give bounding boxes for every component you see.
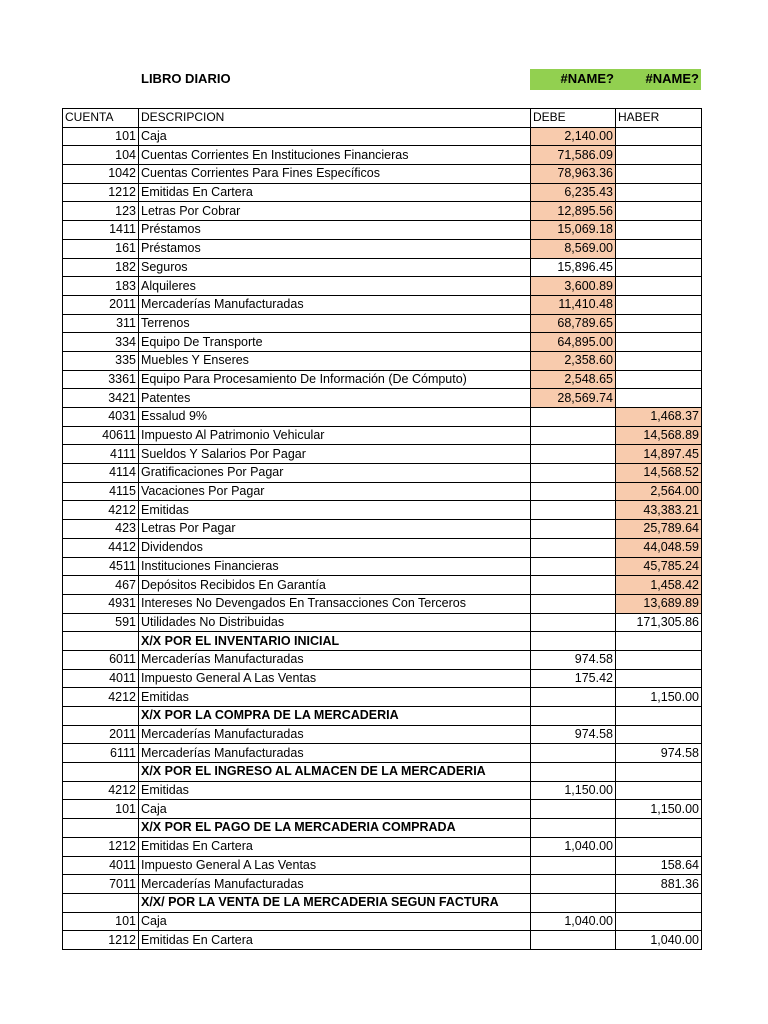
cell-haber[interactable] bbox=[616, 202, 702, 221]
cell-descripcion[interactable]: X/X POR EL PAGO DE LA MERCADERIA COMPRADA bbox=[139, 819, 531, 838]
cell-debe[interactable]: 68,789.65 bbox=[531, 314, 616, 333]
cell-cuenta[interactable]: 6011 bbox=[63, 650, 139, 669]
name-error-cell[interactable]: #NAME? bbox=[645, 71, 699, 86]
cell-cuenta[interactable]: 183 bbox=[63, 277, 139, 296]
cell-haber[interactable]: 974.58 bbox=[616, 744, 702, 763]
cell-descripcion[interactable]: Sueldos Y Salarios Por Pagar bbox=[139, 445, 531, 464]
cell-descripcion[interactable]: Emitidas bbox=[139, 688, 531, 707]
cell-descripcion[interactable]: Letras Por Cobrar bbox=[139, 202, 531, 221]
table-row bbox=[63, 931, 702, 950]
cell-cuenta[interactable]: 467 bbox=[63, 576, 139, 595]
cell-haber[interactable]: 14,897.45 bbox=[616, 445, 702, 464]
table-row bbox=[63, 912, 702, 931]
table-row bbox=[63, 744, 702, 763]
cell-debe[interactable]: 71,586.09 bbox=[531, 146, 616, 165]
cell-haber[interactable] bbox=[616, 370, 702, 389]
cell-descripcion[interactable]: Letras Por Pagar bbox=[139, 520, 531, 539]
cell-descripcion[interactable]: Mercaderías Manufacturadas bbox=[139, 295, 531, 314]
cell-cuenta[interactable]: 2011 bbox=[63, 295, 139, 314]
cell-cuenta[interactable]: 335 bbox=[63, 351, 139, 370]
cell-descripcion[interactable]: Alquileres bbox=[139, 277, 531, 296]
section-row bbox=[63, 707, 702, 726]
cell-haber[interactable] bbox=[616, 707, 702, 726]
cell-descripcion[interactable]: Mercaderías Manufacturadas bbox=[139, 875, 531, 894]
cell-descripcion[interactable]: Caja bbox=[139, 912, 531, 931]
cell-descripcion[interactable]: Cuentas Corrientes Para Fines Específicos bbox=[139, 165, 531, 184]
cell-descripcion[interactable]: Equipo De Transporte bbox=[139, 333, 531, 352]
cell-cuenta[interactable]: 6111 bbox=[63, 744, 139, 763]
cell-cuenta[interactable]: 101 bbox=[63, 800, 139, 819]
table-row bbox=[63, 594, 702, 613]
table-row bbox=[63, 183, 702, 202]
cell-haber[interactable] bbox=[616, 183, 702, 202]
cell-debe[interactable] bbox=[531, 632, 616, 651]
cell-haber[interactable]: 881.36 bbox=[616, 875, 702, 894]
cell-debe[interactable] bbox=[531, 893, 616, 912]
cell-cuenta[interactable]: 4031 bbox=[63, 408, 139, 427]
cell-cuenta[interactable]: 101 bbox=[63, 127, 139, 146]
cell-debe[interactable]: 78,963.36 bbox=[531, 165, 616, 184]
cell-debe[interactable]: 974.58 bbox=[531, 650, 616, 669]
cell-descripcion[interactable]: Instituciones Financieras bbox=[139, 557, 531, 576]
cell-haber[interactable] bbox=[616, 669, 702, 688]
header-haber[interactable]: HABER bbox=[616, 109, 702, 128]
table-row bbox=[63, 856, 702, 875]
table-row bbox=[63, 501, 702, 520]
cell-debe[interactable] bbox=[531, 800, 616, 819]
cell-haber[interactable] bbox=[616, 763, 702, 782]
cell-cuenta[interactable]: 101 bbox=[63, 912, 139, 931]
cell-debe[interactable]: 2,548.65 bbox=[531, 370, 616, 389]
cell-cuenta[interactable]: 1212 bbox=[63, 931, 139, 950]
cell-debe[interactable] bbox=[531, 464, 616, 483]
cell-haber[interactable]: 1,150.00 bbox=[616, 688, 702, 707]
cell-haber[interactable] bbox=[616, 351, 702, 370]
cell-haber[interactable]: 14,568.52 bbox=[616, 464, 702, 483]
cell-descripcion[interactable]: Patentes bbox=[139, 389, 531, 408]
cell-debe[interactable] bbox=[531, 426, 616, 445]
cell-descripcion[interactable]: X/X/ POR LA VENTA DE LA MERCADERIA SEGUN FACTURA bbox=[139, 893, 531, 912]
section-row bbox=[63, 819, 702, 838]
cell-descripcion[interactable]: Equipo Para Procesamiento De Información (De Cómputo) bbox=[139, 370, 531, 389]
cell-debe[interactable] bbox=[531, 819, 616, 838]
cell-haber[interactable] bbox=[616, 632, 702, 651]
table-row bbox=[63, 295, 702, 314]
cell-haber[interactable] bbox=[616, 389, 702, 408]
cell-descripcion[interactable]: Emitidas En Cartera bbox=[139, 183, 531, 202]
cell-descripcion[interactable]: Emitidas En Cartera bbox=[139, 837, 531, 856]
cell-cuenta[interactable]: 1212 bbox=[63, 837, 139, 856]
cell-descripcion[interactable]: Mercaderías Manufacturadas bbox=[139, 650, 531, 669]
cell-descripcion[interactable]: Caja bbox=[139, 127, 531, 146]
cell-haber[interactable] bbox=[616, 781, 702, 800]
table-row bbox=[63, 221, 702, 240]
table-row bbox=[63, 557, 702, 576]
table-row bbox=[63, 389, 702, 408]
cell-descripcion[interactable]: Préstamos bbox=[139, 221, 531, 240]
cell-cuenta[interactable]: 591 bbox=[63, 613, 139, 632]
ledger-table bbox=[62, 108, 702, 950]
cell-debe[interactable] bbox=[531, 501, 616, 520]
name-error-cell[interactable]: #NAME? bbox=[560, 71, 614, 86]
cell-haber[interactable] bbox=[616, 277, 702, 296]
cell-cuenta[interactable]: 4412 bbox=[63, 538, 139, 557]
cell-cuenta[interactable]: 423 bbox=[63, 520, 139, 539]
cell-descripcion[interactable]: Caja bbox=[139, 800, 531, 819]
cell-cuenta[interactable]: 4212 bbox=[63, 501, 139, 520]
cell-cuenta[interactable]: 4111 bbox=[63, 445, 139, 464]
cell-haber[interactable] bbox=[616, 127, 702, 146]
table-row bbox=[63, 146, 702, 165]
cell-debe[interactable] bbox=[531, 875, 616, 894]
cell-haber[interactable] bbox=[616, 333, 702, 352]
cell-cuenta[interactable]: 4931 bbox=[63, 594, 139, 613]
table-row bbox=[63, 520, 702, 539]
cell-haber[interactable]: 171,305.86 bbox=[616, 613, 702, 632]
cell-descripcion[interactable]: Essalud 9% bbox=[139, 408, 531, 427]
cell-debe[interactable] bbox=[531, 482, 616, 501]
cell-haber[interactable]: 14,568.89 bbox=[616, 426, 702, 445]
cell-descripcion[interactable]: Vacaciones Por Pagar bbox=[139, 482, 531, 501]
cell-descripcion[interactable]: Emitidas En Cartera bbox=[139, 931, 531, 950]
cell-descripcion[interactable]: Mercaderías Manufacturadas bbox=[139, 725, 531, 744]
table-row bbox=[63, 725, 702, 744]
cell-descripcion[interactable]: Cuentas Corrientes En Instituciones Financieras bbox=[139, 146, 531, 165]
table-row bbox=[63, 800, 702, 819]
cell-haber[interactable]: 1,150.00 bbox=[616, 800, 702, 819]
cell-cuenta[interactable]: 4511 bbox=[63, 557, 139, 576]
cell-debe[interactable] bbox=[531, 594, 616, 613]
header-debe[interactable]: DEBE bbox=[531, 109, 616, 128]
table-row bbox=[63, 239, 702, 258]
cell-haber[interactable] bbox=[616, 314, 702, 333]
cell-descripcion[interactable]: X/X POR EL INGRESO AL ALMACEN DE LA MERCADERIA bbox=[139, 763, 531, 782]
table-row bbox=[63, 538, 702, 557]
cell-haber[interactable] bbox=[616, 912, 702, 931]
cell-haber[interactable] bbox=[616, 146, 702, 165]
cell-cuenta[interactable]: 2011 bbox=[63, 725, 139, 744]
header-row bbox=[63, 109, 702, 128]
cell-debe[interactable] bbox=[531, 520, 616, 539]
cell-debe[interactable]: 11,410.48 bbox=[531, 295, 616, 314]
cell-haber[interactable] bbox=[616, 221, 702, 240]
cell-cuenta[interactable] bbox=[63, 632, 139, 651]
cell-debe[interactable]: 2,140.00 bbox=[531, 127, 616, 146]
table-row bbox=[63, 650, 702, 669]
table-row bbox=[63, 408, 702, 427]
cell-debe[interactable]: 8,569.00 bbox=[531, 239, 616, 258]
cell-debe[interactable] bbox=[531, 744, 616, 763]
table-row bbox=[63, 464, 702, 483]
cell-cuenta[interactable]: 40611 bbox=[63, 426, 139, 445]
cell-debe[interactable]: 12,895.56 bbox=[531, 202, 616, 221]
cell-haber[interactable] bbox=[616, 893, 702, 912]
cell-cuenta[interactable]: 311 bbox=[63, 314, 139, 333]
cell-debe[interactable] bbox=[531, 445, 616, 464]
cell-cuenta[interactable]: 1042 bbox=[63, 165, 139, 184]
cell-debe[interactable]: 175.42 bbox=[531, 669, 616, 688]
table-row bbox=[63, 613, 702, 632]
cell-descripcion[interactable]: Impuesto Al Patrimonio Vehicular bbox=[139, 426, 531, 445]
cell-cuenta[interactable] bbox=[63, 819, 139, 838]
cell-descripcion[interactable]: Terrenos bbox=[139, 314, 531, 333]
cell-cuenta[interactable]: 161 bbox=[63, 239, 139, 258]
cell-cuenta[interactable]: 123 bbox=[63, 202, 139, 221]
header-descripcion[interactable]: DESCRIPCION bbox=[139, 109, 531, 128]
cell-cuenta[interactable]: 4212 bbox=[63, 781, 139, 800]
cell-debe[interactable] bbox=[531, 576, 616, 595]
cell-debe[interactable] bbox=[531, 931, 616, 950]
cell-haber[interactable] bbox=[616, 258, 702, 277]
cell-debe[interactable]: 28,569.74 bbox=[531, 389, 616, 408]
header-cuenta[interactable]: CUENTA bbox=[63, 109, 139, 128]
cell-haber[interactable]: 43,383.21 bbox=[616, 501, 702, 520]
table-row bbox=[63, 445, 702, 464]
cell-descripcion[interactable]: Intereses No Devengados En Transacciones Con Terceros bbox=[139, 594, 531, 613]
cell-descripcion[interactable]: Depósitos Recibidos En Garantía bbox=[139, 576, 531, 595]
cell-haber[interactable]: 1,468.37 bbox=[616, 408, 702, 427]
cell-debe[interactable]: 2,358.60 bbox=[531, 351, 616, 370]
cell-cuenta[interactable]: 334 bbox=[63, 333, 139, 352]
cell-debe[interactable]: 1,040.00 bbox=[531, 837, 616, 856]
cell-descripcion[interactable]: Muebles Y Enseres bbox=[139, 351, 531, 370]
cell-haber[interactable] bbox=[616, 725, 702, 744]
table-row bbox=[63, 258, 702, 277]
cell-cuenta[interactable]: 4011 bbox=[63, 856, 139, 875]
cell-debe[interactable] bbox=[531, 856, 616, 875]
cell-cuenta[interactable]: 1212 bbox=[63, 183, 139, 202]
cell-cuenta[interactable]: 182 bbox=[63, 258, 139, 277]
cell-cuenta[interactable]: 7011 bbox=[63, 875, 139, 894]
cell-descripcion[interactable]: X/X POR LA COMPRA DE LA MERCADERIA bbox=[139, 707, 531, 726]
cell-cuenta[interactable]: 3361 bbox=[63, 370, 139, 389]
cell-debe[interactable]: 15,896.45 bbox=[531, 258, 616, 277]
cell-haber[interactable]: 13,689.89 bbox=[616, 594, 702, 613]
cell-haber[interactable]: 1,458.42 bbox=[616, 576, 702, 595]
table-row bbox=[63, 277, 702, 296]
cell-descripcion[interactable]: Préstamos bbox=[139, 239, 531, 258]
cell-haber[interactable] bbox=[616, 819, 702, 838]
cell-descripcion[interactable]: Emitidas bbox=[139, 501, 531, 520]
cell-debe[interactable]: 1,040.00 bbox=[531, 912, 616, 931]
cell-cuenta[interactable]: 4011 bbox=[63, 669, 139, 688]
cell-cuenta[interactable] bbox=[63, 893, 139, 912]
table-row bbox=[63, 875, 702, 894]
cell-descripcion[interactable]: Impuesto General A Las Ventas bbox=[139, 856, 531, 875]
cell-debe[interactable] bbox=[531, 538, 616, 557]
cell-haber[interactable] bbox=[616, 239, 702, 258]
table-row bbox=[63, 669, 702, 688]
cell-debe[interactable] bbox=[531, 707, 616, 726]
table-row bbox=[63, 837, 702, 856]
cell-haber[interactable]: 45,785.24 bbox=[616, 557, 702, 576]
cell-haber[interactable]: 25,789.64 bbox=[616, 520, 702, 539]
cell-cuenta[interactable] bbox=[63, 707, 139, 726]
table-row bbox=[63, 333, 702, 352]
cell-haber[interactable]: 158.64 bbox=[616, 856, 702, 875]
table-row bbox=[63, 314, 702, 333]
name-error-bar bbox=[530, 69, 701, 90]
cell-debe[interactable]: 6,235.43 bbox=[531, 183, 616, 202]
cell-debe[interactable]: 64,895.00 bbox=[531, 333, 616, 352]
table-row bbox=[63, 576, 702, 595]
cell-haber[interactable] bbox=[616, 165, 702, 184]
cell-descripcion[interactable]: Impuesto General A Las Ventas bbox=[139, 669, 531, 688]
section-row bbox=[63, 632, 702, 651]
page-title: LIBRO DIARIO bbox=[141, 71, 231, 86]
cell-descripcion[interactable]: Seguros bbox=[139, 258, 531, 277]
cell-haber[interactable] bbox=[616, 295, 702, 314]
cell-debe[interactable] bbox=[531, 688, 616, 707]
cell-cuenta[interactable]: 4115 bbox=[63, 482, 139, 501]
cell-debe[interactable] bbox=[531, 408, 616, 427]
table-row bbox=[63, 781, 702, 800]
cell-descripcion[interactable]: Dividendos bbox=[139, 538, 531, 557]
cell-cuenta[interactable] bbox=[63, 763, 139, 782]
cell-haber[interactable]: 2,564.00 bbox=[616, 482, 702, 501]
table-row bbox=[63, 351, 702, 370]
cell-descripcion[interactable]: Emitidas bbox=[139, 781, 531, 800]
cell-debe[interactable]: 3,600.89 bbox=[531, 277, 616, 296]
cell-debe[interactable]: 1,150.00 bbox=[531, 781, 616, 800]
cell-descripcion[interactable]: Mercaderías Manufacturadas bbox=[139, 744, 531, 763]
cell-cuenta[interactable]: 3421 bbox=[63, 389, 139, 408]
cell-debe[interactable]: 15,069.18 bbox=[531, 221, 616, 240]
cell-haber[interactable]: 44,048.59 bbox=[616, 538, 702, 557]
cell-cuenta[interactable]: 4212 bbox=[63, 688, 139, 707]
section-row bbox=[63, 893, 702, 912]
cell-haber[interactable] bbox=[616, 837, 702, 856]
cell-haber[interactable] bbox=[616, 650, 702, 669]
cell-cuenta[interactable]: 4114 bbox=[63, 464, 139, 483]
table-row bbox=[63, 127, 702, 146]
table-row bbox=[63, 165, 702, 184]
table-row bbox=[63, 370, 702, 389]
cell-cuenta[interactable]: 1411 bbox=[63, 221, 139, 240]
cell-debe[interactable] bbox=[531, 557, 616, 576]
table-row bbox=[63, 426, 702, 445]
cell-debe[interactable]: 974.58 bbox=[531, 725, 616, 744]
table-row bbox=[63, 688, 702, 707]
cell-descripcion[interactable]: X/X POR EL INVENTARIO INICIAL bbox=[139, 632, 531, 651]
cell-descripcion[interactable]: Gratificaciones Por Pagar bbox=[139, 464, 531, 483]
cell-descripcion[interactable]: Utilidades No Distribuidas bbox=[139, 613, 531, 632]
cell-debe[interactable] bbox=[531, 613, 616, 632]
cell-debe[interactable] bbox=[531, 763, 616, 782]
table-row bbox=[63, 202, 702, 221]
table-row bbox=[63, 482, 702, 501]
cell-haber[interactable]: 1,040.00 bbox=[616, 931, 702, 950]
section-row bbox=[63, 763, 702, 782]
cell-cuenta[interactable]: 104 bbox=[63, 146, 139, 165]
